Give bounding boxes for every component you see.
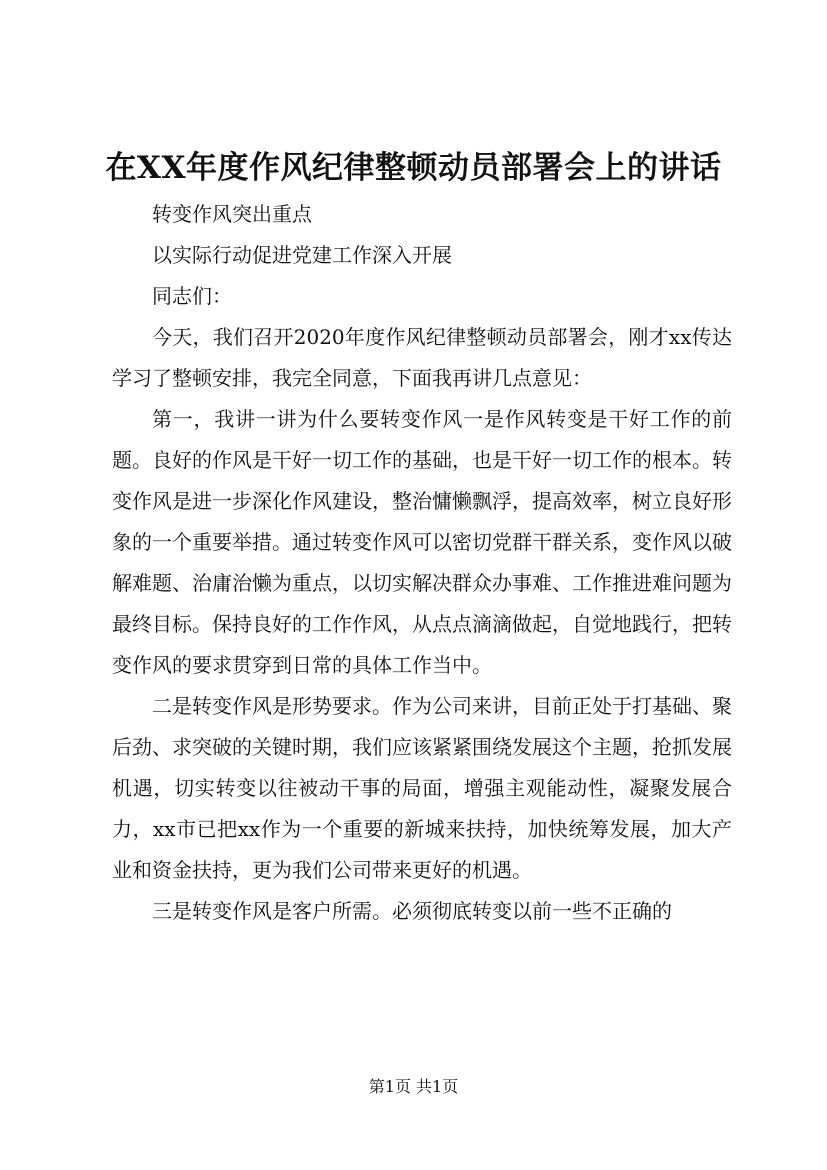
paragraph-intro: 今天，我们召开2020年度作风纪律整顿动员部署会，刚才xx传达学习了整顿安排，我完全同意，下面我再讲几点意见： (112, 325, 732, 390)
paragraph-subtitle-1: 转变作风突出重点 (152, 202, 312, 226)
paragraph-subtitle-2: 以实际行动促进党建工作深入开展 (152, 243, 452, 267)
paragraph-salutation: 同志们： (152, 284, 232, 308)
paragraph-point-1: 第一，我讲一讲为什么要转变作风一是作风转变是干好工作的前题。良好的作风是干好一切工作的基础，也是干好一切工作的根本。转变作风是进一步深化作风建设，整治慵懒飘浮，提高效率，树立良好形象的一个重要举措。通过转变作风可以密切党群干群关系，变作风以破解难题、治庸治懒为重点，以切实解决群众办事难、工作推进难问题为最终目标。保持良好的工作作风，从点点滴滴做起，自觉地践行，把转变作风的要求贯穿到日常的具体工作当中。 (112, 407, 732, 677)
document-title: 在XX年度作风纪律整顿动员部署会上的讲话 (105, 150, 722, 186)
paragraph-point-2: 二是转变作风是形势要求。作为公司来讲，目前正处于打基础、聚后劲、求突破的关键时期，我们应该紧紧围绕发展这个主题，抢抓发展机遇，切实转变以往被动干事的局面，增强主观能动性，凝聚发展合力，xx市已把xx作为一个重要的新城来扶持，加快统筹发展，加大产业和资金扶持，更为我们公司带来更好的机遇。 (112, 694, 732, 882)
page-number-footer: 第1页 共1页 (368, 1077, 459, 1096)
paragraph-point-3: 三是转变作风是客户所需。必须彻底转变以前一些不正确的 (152, 899, 672, 923)
document-body (112, 194, 732, 932)
